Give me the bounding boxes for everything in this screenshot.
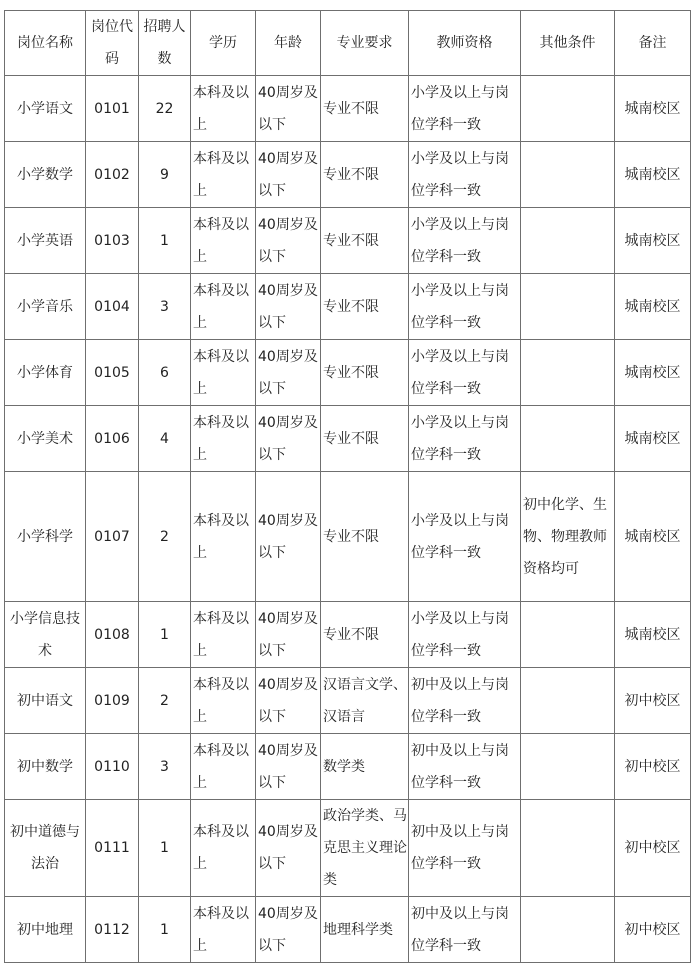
position-name: 小学科学 — [5, 472, 86, 602]
position-code: 0103 — [86, 208, 139, 274]
teacher-cert: 小学及以上与岗位学科一致 — [409, 274, 521, 340]
age-limit: 40周岁及以下 — [256, 406, 321, 472]
table-row — [5, 274, 691, 340]
education: 本科及以上 — [191, 668, 256, 734]
teacher-cert: 初中及以上与岗位学科一致 — [409, 668, 521, 734]
campus-note: 城南校区 — [615, 274, 691, 340]
position-name: 小学音乐 — [5, 274, 86, 340]
education: 本科及以上 — [191, 208, 256, 274]
position-name: 小学语文 — [5, 76, 86, 142]
campus-note: 城南校区 — [615, 208, 691, 274]
campus-note: 城南校区 — [615, 340, 691, 406]
teacher-cert: 小学及以上与岗位学科一致 — [409, 602, 521, 668]
table-row — [5, 800, 691, 897]
campus-note: 初中校区 — [615, 897, 691, 963]
other-conditions — [521, 800, 615, 897]
major-requirement: 数学类 — [321, 734, 409, 800]
campus-note: 初中校区 — [615, 800, 691, 897]
major-requirement: 专业不限 — [321, 208, 409, 274]
education: 本科及以上 — [191, 340, 256, 406]
header-education: 学历 — [191, 11, 256, 76]
major-requirement: 地理科学类 — [321, 897, 409, 963]
header-major: 专业要求 — [321, 11, 409, 76]
education: 本科及以上 — [191, 602, 256, 668]
header-count: 招聘人数 — [139, 11, 191, 76]
header-row — [5, 11, 691, 76]
header-code: 岗位代码 — [86, 11, 139, 76]
teacher-cert: 小学及以上与岗位学科一致 — [409, 76, 521, 142]
other-conditions — [521, 142, 615, 208]
other-conditions — [521, 208, 615, 274]
campus-note: 城南校区 — [615, 76, 691, 142]
position-code: 0107 — [86, 472, 139, 602]
age-limit: 40周岁及以下 — [256, 897, 321, 963]
age-limit: 40周岁及以下 — [256, 76, 321, 142]
teacher-cert: 初中及以上与岗位学科一致 — [409, 800, 521, 897]
campus-note: 初中校区 — [615, 734, 691, 800]
education: 本科及以上 — [191, 472, 256, 602]
education: 本科及以上 — [191, 897, 256, 963]
position-code: 0112 — [86, 897, 139, 963]
major-requirement: 政治学类、马克思主义理论类 — [321, 800, 409, 897]
hire-count: 1 — [139, 800, 191, 897]
major-requirement: 专业不限 — [321, 472, 409, 602]
hire-count: 3 — [139, 734, 191, 800]
position-code: 0102 — [86, 142, 139, 208]
position-name: 小学英语 — [5, 208, 86, 274]
teacher-cert: 小学及以上与岗位学科一致 — [409, 472, 521, 602]
age-limit: 40周岁及以下 — [256, 602, 321, 668]
table-row — [5, 602, 691, 668]
teacher-cert: 初中及以上与岗位学科一致 — [409, 734, 521, 800]
teacher-cert: 小学及以上与岗位学科一致 — [409, 142, 521, 208]
major-requirement: 专业不限 — [321, 274, 409, 340]
position-code: 0110 — [86, 734, 139, 800]
age-limit: 40周岁及以下 — [256, 340, 321, 406]
hire-count: 9 — [139, 142, 191, 208]
age-limit: 40周岁及以下 — [256, 668, 321, 734]
hire-count: 2 — [139, 668, 191, 734]
position-name: 小学美术 — [5, 406, 86, 472]
major-requirement: 专业不限 — [321, 142, 409, 208]
age-limit: 40周岁及以下 — [256, 274, 321, 340]
position-name: 初中数学 — [5, 734, 86, 800]
age-limit: 40周岁及以下 — [256, 734, 321, 800]
age-limit: 40周岁及以下 — [256, 800, 321, 897]
age-limit: 40周岁及以下 — [256, 472, 321, 602]
position-name: 初中地理 — [5, 897, 86, 963]
table-row — [5, 734, 691, 800]
position-name: 小学信息技术 — [5, 602, 86, 668]
other-conditions — [521, 340, 615, 406]
major-requirement: 专业不限 — [321, 76, 409, 142]
recruitment-table — [4, 10, 691, 963]
major-requirement: 专业不限 — [321, 340, 409, 406]
table-row — [5, 76, 691, 142]
other-conditions — [521, 274, 615, 340]
hire-count: 6 — [139, 340, 191, 406]
teacher-cert: 小学及以上与岗位学科一致 — [409, 340, 521, 406]
clipped-title-fragment — [0, 0, 695, 8]
other-conditions — [521, 668, 615, 734]
education: 本科及以上 — [191, 142, 256, 208]
table-row — [5, 142, 691, 208]
position-name: 初中语文 — [5, 668, 86, 734]
position-code: 0104 — [86, 274, 139, 340]
education: 本科及以上 — [191, 274, 256, 340]
table-row — [5, 668, 691, 734]
major-requirement: 专业不限 — [321, 602, 409, 668]
header-note: 备注 — [615, 11, 691, 76]
other-conditions: 初中化学、生物、物理教师资格均可 — [521, 472, 615, 602]
campus-note: 城南校区 — [615, 472, 691, 602]
header-name: 岗位名称 — [5, 11, 86, 76]
other-conditions — [521, 76, 615, 142]
hire-count: 2 — [139, 472, 191, 602]
hire-count: 1 — [139, 897, 191, 963]
hire-count: 3 — [139, 274, 191, 340]
position-name: 初中道德与法治 — [5, 800, 86, 897]
table-row — [5, 472, 691, 602]
other-conditions — [521, 897, 615, 963]
campus-note: 城南校区 — [615, 406, 691, 472]
teacher-cert: 初中及以上与岗位学科一致 — [409, 897, 521, 963]
hire-count: 22 — [139, 76, 191, 142]
position-code: 0106 — [86, 406, 139, 472]
campus-note: 初中校区 — [615, 668, 691, 734]
age-limit: 40周岁及以下 — [256, 142, 321, 208]
header-age: 年龄 — [256, 11, 321, 76]
hire-count: 1 — [139, 208, 191, 274]
position-name: 小学体育 — [5, 340, 86, 406]
education: 本科及以上 — [191, 406, 256, 472]
teacher-cert: 小学及以上与岗位学科一致 — [409, 406, 521, 472]
header-other: 其他条件 — [521, 11, 615, 76]
major-requirement: 专业不限 — [321, 406, 409, 472]
hire-count: 4 — [139, 406, 191, 472]
other-conditions — [521, 734, 615, 800]
campus-note: 城南校区 — [615, 142, 691, 208]
campus-note: 城南校区 — [615, 602, 691, 668]
position-code: 0105 — [86, 340, 139, 406]
position-code: 0108 — [86, 602, 139, 668]
education: 本科及以上 — [191, 734, 256, 800]
education: 本科及以上 — [191, 800, 256, 897]
position-name: 小学数学 — [5, 142, 86, 208]
major-requirement: 汉语言文学、汉语言 — [321, 668, 409, 734]
table-row — [5, 897, 691, 963]
position-code: 0101 — [86, 76, 139, 142]
header-teacher-cert: 教师资格 — [409, 11, 521, 76]
position-code: 0111 — [86, 800, 139, 897]
table-row — [5, 406, 691, 472]
table-row — [5, 208, 691, 274]
age-limit: 40周岁及以下 — [256, 208, 321, 274]
education: 本科及以上 — [191, 76, 256, 142]
other-conditions — [521, 406, 615, 472]
hire-count: 1 — [139, 602, 191, 668]
teacher-cert: 小学及以上与岗位学科一致 — [409, 208, 521, 274]
table-row — [5, 340, 691, 406]
other-conditions — [521, 602, 615, 668]
position-code: 0109 — [86, 668, 139, 734]
